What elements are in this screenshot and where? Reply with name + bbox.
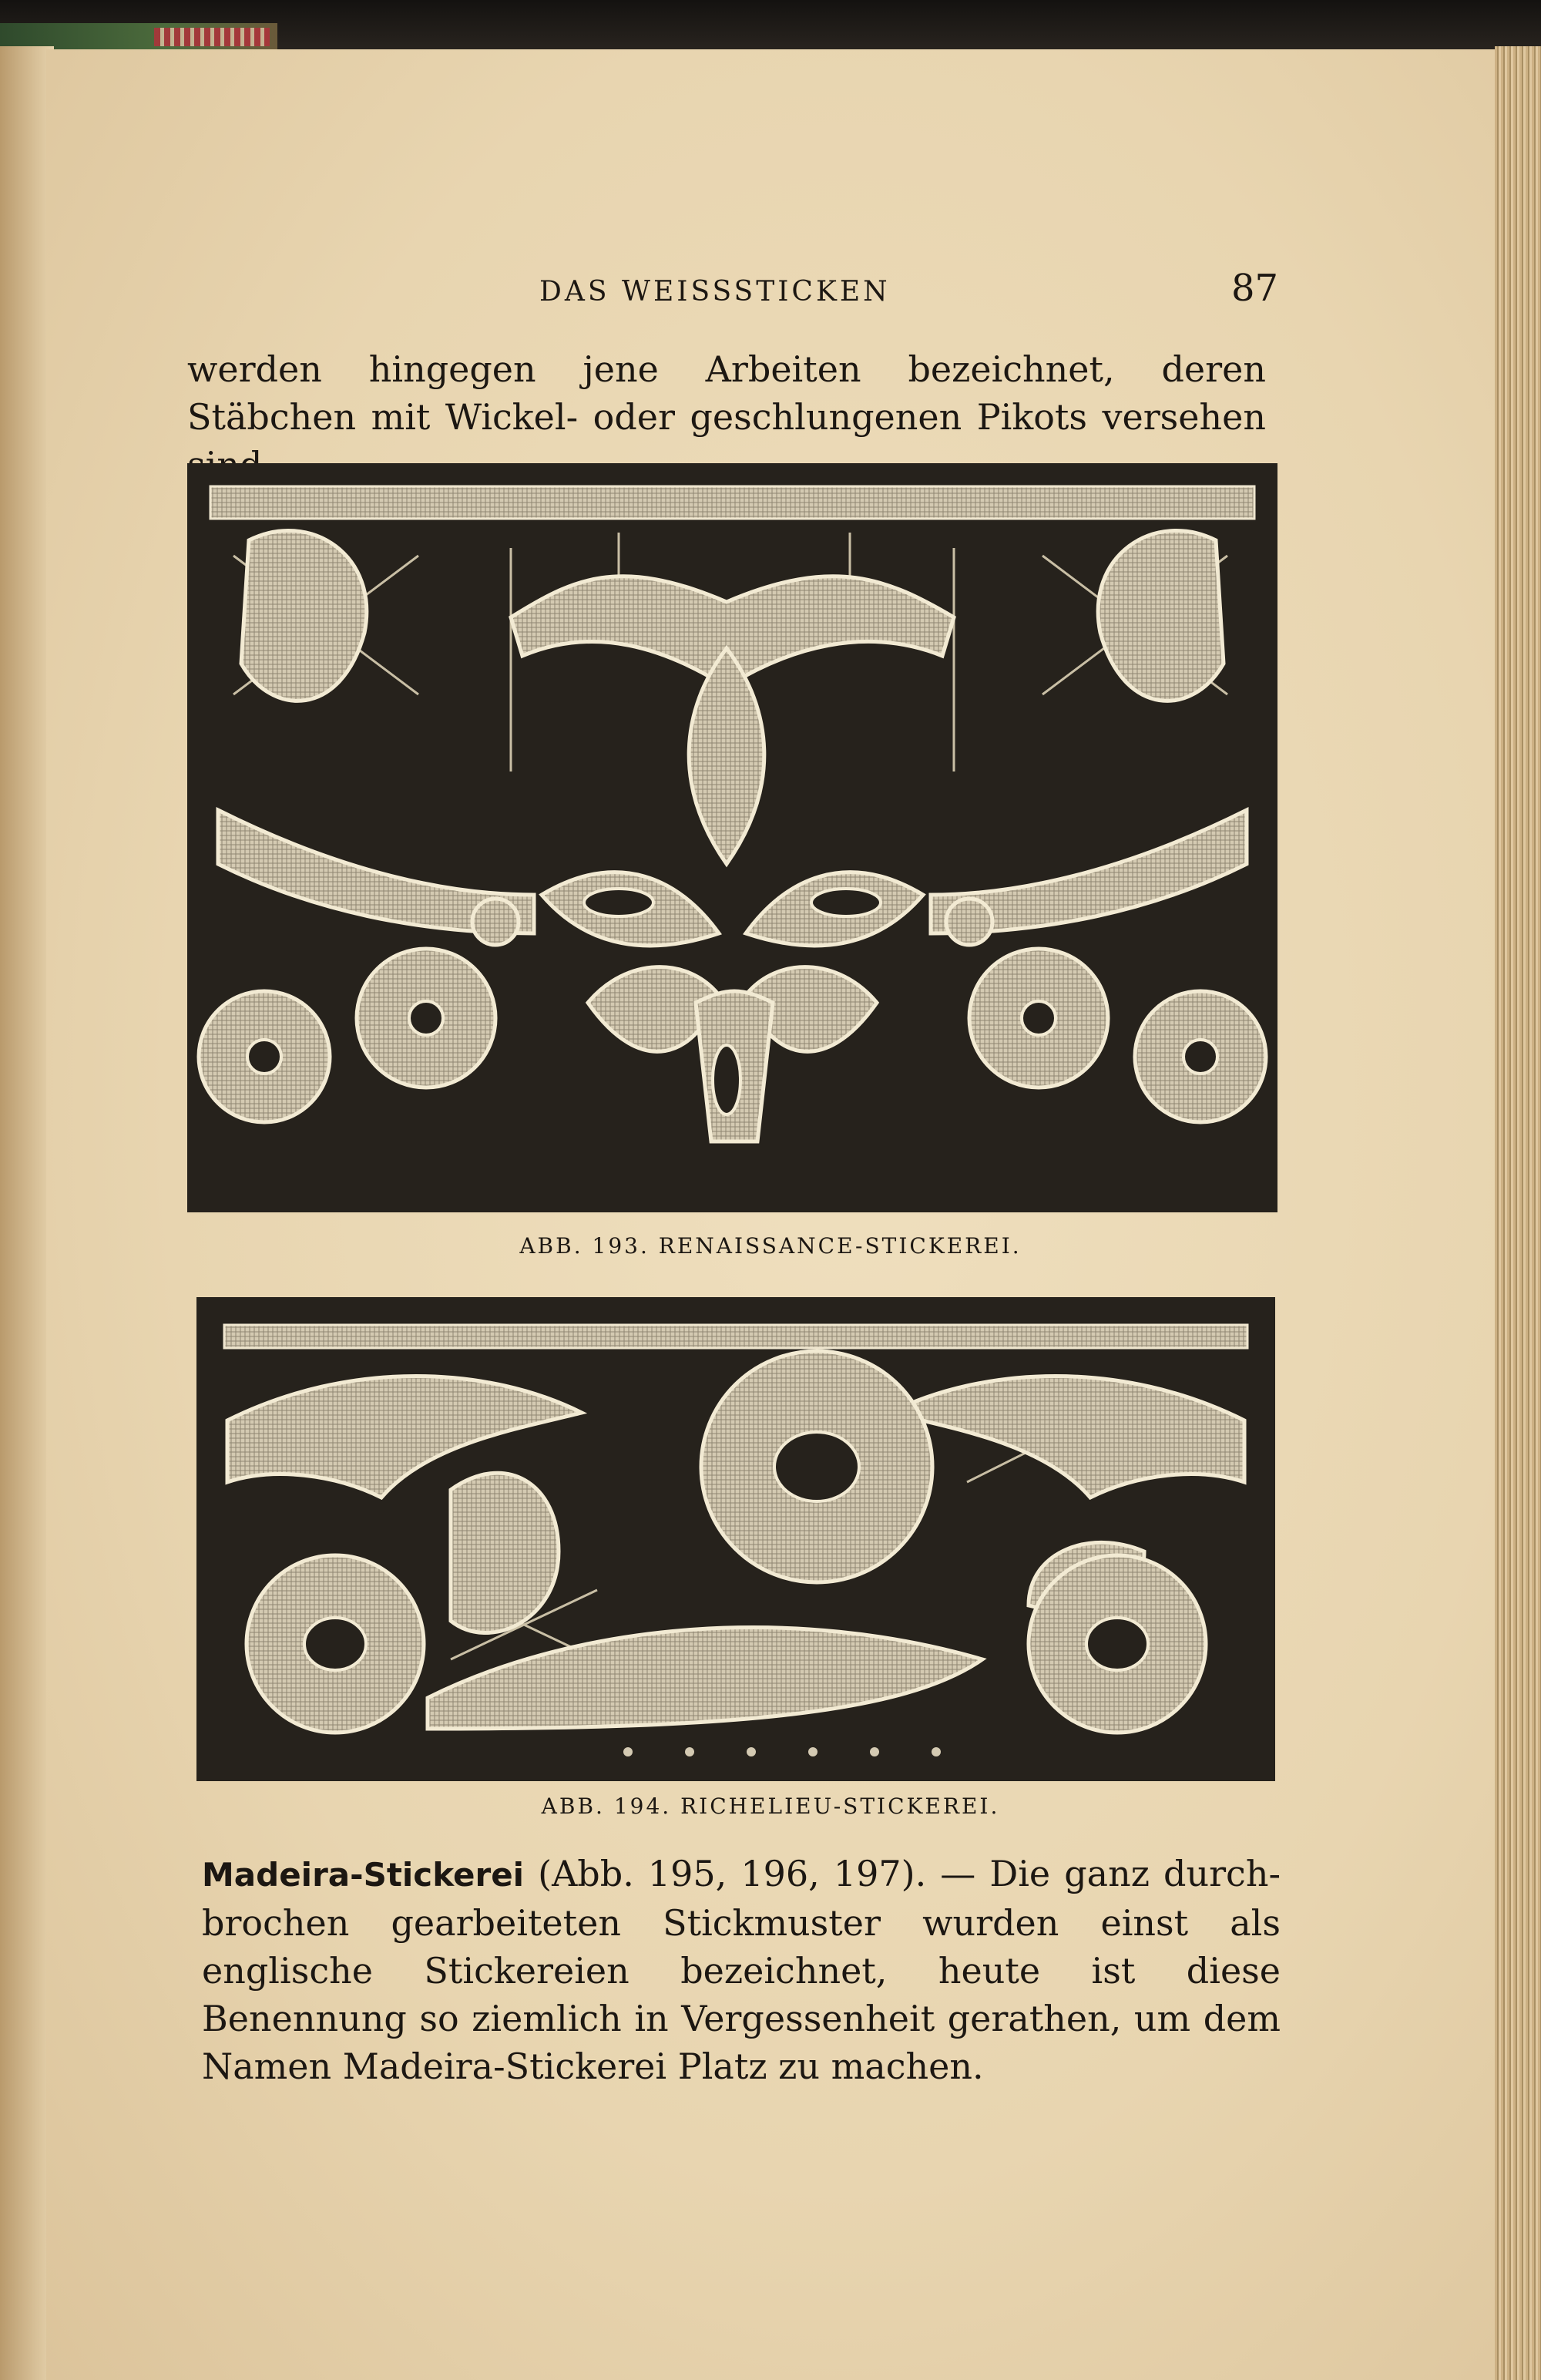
paragraph-bottom-line-4: in Vergessenheit gerathen, um dem Namen Madeira-Stickerei [202, 1998, 1281, 2087]
lace-engraving-194 [196, 1297, 1275, 1781]
cover-label-strip [154, 28, 270, 46]
paragraph-top-line-2: mit Wickel- oder geschlungenen Pikots versehen [371, 396, 1266, 438]
paragraph-bottom-line-5: Platz zu machen. [677, 2046, 984, 2087]
page-fore-edge [1495, 46, 1541, 2380]
paragraph-bottom-line-2: brochen gearbeiteten Stickmuster wurden einst als englische [202, 1902, 1281, 1992]
figure-193-renaissance-embroidery-image [187, 463, 1277, 1212]
running-head: DAS WEISSSTICKEN [539, 276, 891, 308]
figure-194-richelieu-embroidery-image [196, 1297, 1275, 1781]
paragraph-bottom-lead: Madeira-Stickerei [202, 1856, 525, 1894]
figure-194-caption: ABB. 194. RICHELIEU-STICKEREI. [541, 1793, 1000, 1819]
page-number: 87 [1231, 267, 1279, 310]
figure-193-caption: ABB. 193. RENAISSANCE-STICKEREI. [519, 1233, 1022, 1259]
paragraph-top-line-1: werden hingegen jene Arbeiten bezeichnet, deren Stäbchen [187, 348, 1266, 438]
paragraph-bottom [202, 1850, 1281, 2090]
paragraph-bottom-line-1: (Abb. 195, 196, 197). — Die ganz durch- [524, 1853, 1281, 1894]
lace-engraving-193 [187, 463, 1277, 1212]
paragraph-bottom-line-3: Stickereien bezeichnet, heute ist diese Benennung so ziemlich [202, 1950, 1281, 2039]
